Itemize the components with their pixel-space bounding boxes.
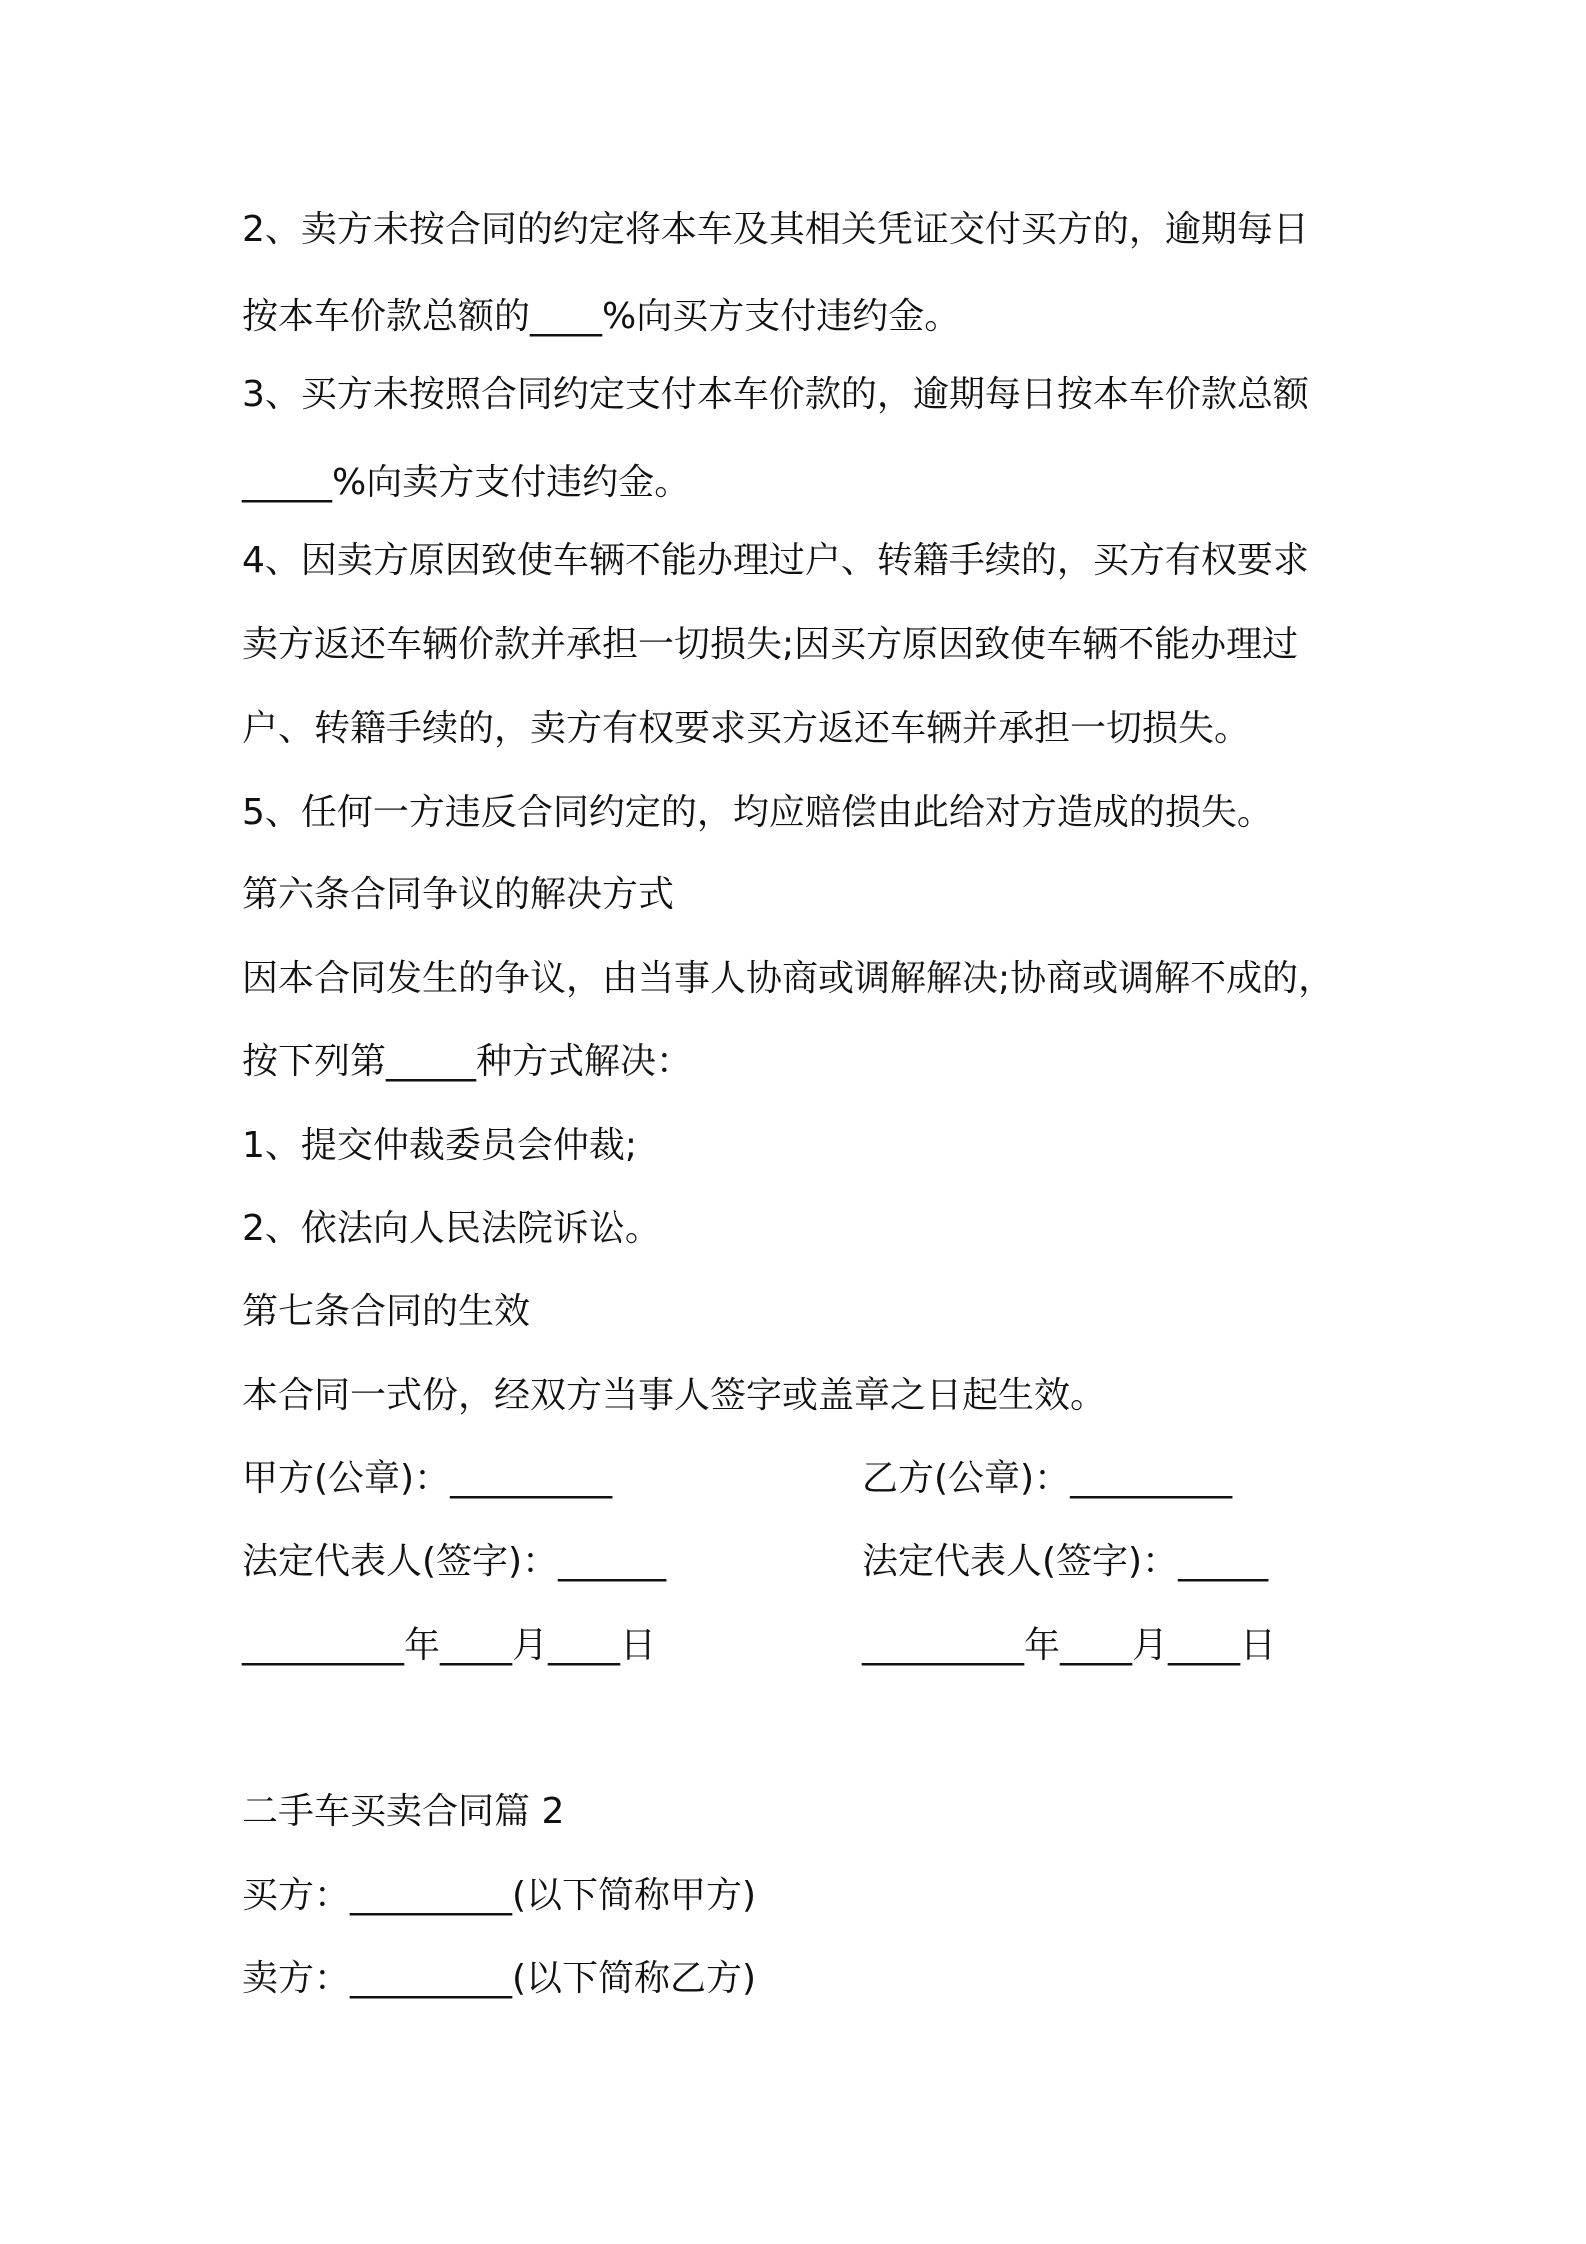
article-6-option-1: 1、提交仲裁委员会仲裁; [242,1125,638,1166]
article-6-body-line-1: 因本合同发生的争议，由当事人协商或调解解决;协商或调解不成的， [242,958,1335,999]
clause-5-item-3-line-2: _____%向卖方支付违约金。 [242,462,691,503]
contract-2-title: 二手车买卖合同篇 2 [242,1791,565,1832]
clause-5-item-4-line-1: 4、因卖方原因致使车辆不能办理过户、转籍手续的，买方有权要求 [242,540,1309,581]
party-b-seal: 乙方(公章)：_________ [862,1458,1233,1499]
article-6-body-line-2: 按下列第_____种方式解决： [242,1041,693,1082]
clause-5-item-3-line-1: 3、买方未按照合同约定支付本车价款的，逾期每日按本车价款总额 [242,374,1309,415]
article-7-heading: 第七条合同的生效 [242,1291,531,1332]
clause-5-item-4-line-3: 户、转籍手续的，卖方有权要求买方返还车辆并承担一切损失。 [242,708,1251,749]
clause-5-item-2-line-1: 2、卖方未按合同的约定将本车及其相关凭证交付买方的，逾期每日 [242,209,1309,250]
article-7-body: 本合同一式份，经双方当事人签字或盖章之日起生效。 [242,1375,1107,1416]
party-b-date: _________年____月____日 [862,1625,1276,1666]
clause-5-item-4-line-2: 卖方返还车辆价款并承担一切损失;因买方原因致使车辆不能办理过 [242,624,1299,665]
party-b-representative: 法定代表人(签字)：_____ [862,1541,1269,1582]
party-a-seal: 甲方(公章)：_________ [242,1458,613,1499]
party-a-representative: 法定代表人(签字)：______ [242,1541,667,1582]
contract-2-buyer: 买方：_________(以下简称甲方) [242,1875,757,1916]
contract-2-seller: 卖方：_________(以下简称乙方) [242,1958,757,1999]
clause-5-item-2-line-2: 按本车价款总额的____%向买方支付违约金。 [242,296,961,337]
clause-5-item-5: 5、任何一方违反合同约定的，均应赔偿由此给对方造成的损失。 [242,792,1273,833]
article-6-option-2: 2、依法向人民法院诉讼。 [242,1208,661,1249]
article-6-heading: 第六条合同争议的解决方式 [242,874,675,915]
party-a-date: _________年____月____日 [242,1625,656,1666]
